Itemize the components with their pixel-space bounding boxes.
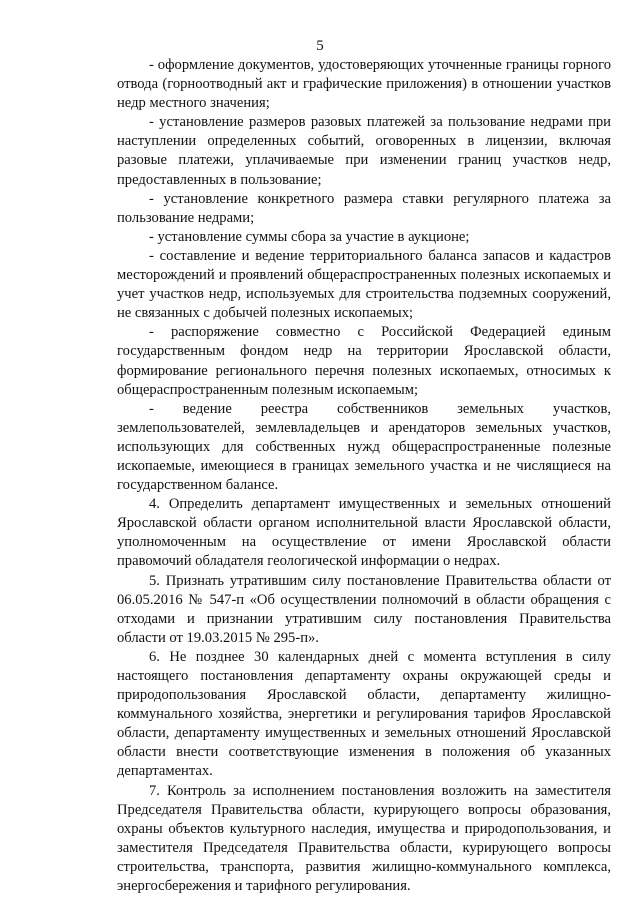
paragraph-territorial-balance: - составление и ведение территориального баланса запасов и кадастров месторождений и проявлений общераспространенных полезных ископаемых и учет участков недр, используемых для строительства подземных сооружений, не связанных с добычей полезных ископаемых;: [117, 247, 611, 322]
document-body: [117, 56, 611, 896]
paragraph-horn-allotment-documents: - оформление документов, удостоверяющих уточненные границы горного отвода (горноотводный акт и графические приложения) в отношении участков недр местного значения;: [117, 57, 611, 112]
paragraph-item-7: 7. Контроль за исполнением постановления возложить на заместителя Председателя Правительства области, курирующего вопросы образования, охраны объектов культурного наследия, имущества и природопользования, и заместителя Председателя Правительства области, курирующего вопросы строительства, транспорта, развития жилищно-коммунального комплекса, энергосбережения и тарифного регулирования.: [117, 782, 611, 895]
paragraph-regular-payment-rate: - установление конкретного размера ставки регулярного платежа за пользование недрами;: [117, 190, 611, 226]
paragraph-item-5: 5. Признать утратившим силу постановление Правительства области от 06.05.2016 № 547-п «Об осуществлении полномочий в области обращения с отходами и признании утратившим силу постановления Правительства области от 19.03.2015 № 295-п».: [117, 572, 611, 646]
paragraph-subsoil-fund: - распоряжение совместно с Российской Федерацией единым государственным фондом недр на территории Ярославской области, формирование регионального перечня полезных ископаемых, относимых к общераспространенным полезным ископаемым;: [117, 324, 611, 398]
paragraph-one-time-payments: - установление размеров разовых платежей за пользование недрами при наступлении определенных событий, оговоренных в лицензии, включая разовые платежи, уплачиваемые при изменении границ участков недр, предоставленных в пользование;: [117, 114, 611, 188]
paragraph-item-6: 6. Не позднее 30 календарных дней с момента вступления в силу настоящего постановления департаменту охраны окружающей среды и природопользования Ярославской области, департаменту жилищно-коммунального хозяйства, энергетики и регулирования тарифов Ярославской области, департаменту имущественных и земельных отношений Ярославской области внести соответствующие изменения в положения об указанных департаментах.: [117, 648, 611, 780]
paragraph-auction-fee: - установление суммы сбора за участие в аукционе;: [149, 228, 470, 245]
page-number: 5: [316, 38, 324, 54]
paragraph-item-4: 4. Определить департамент имущественных и земельных отношений Ярославской области органом исполнительной власти Ярославской области, уполномоченным на осуществление от имени Ярославской области правомочий обладателя геологической информации о недрах.: [117, 496, 611, 570]
paragraph-landowners-register: - ведение реестра собственников земельных участков, землепользователей, землевладельцев и арендаторов земельных участков, использующих для собственных нужд общераспространенные полезные ископаемые, имеющиеся в границах земельного участка и не числящиеся на государственном балансе.: [117, 400, 611, 494]
